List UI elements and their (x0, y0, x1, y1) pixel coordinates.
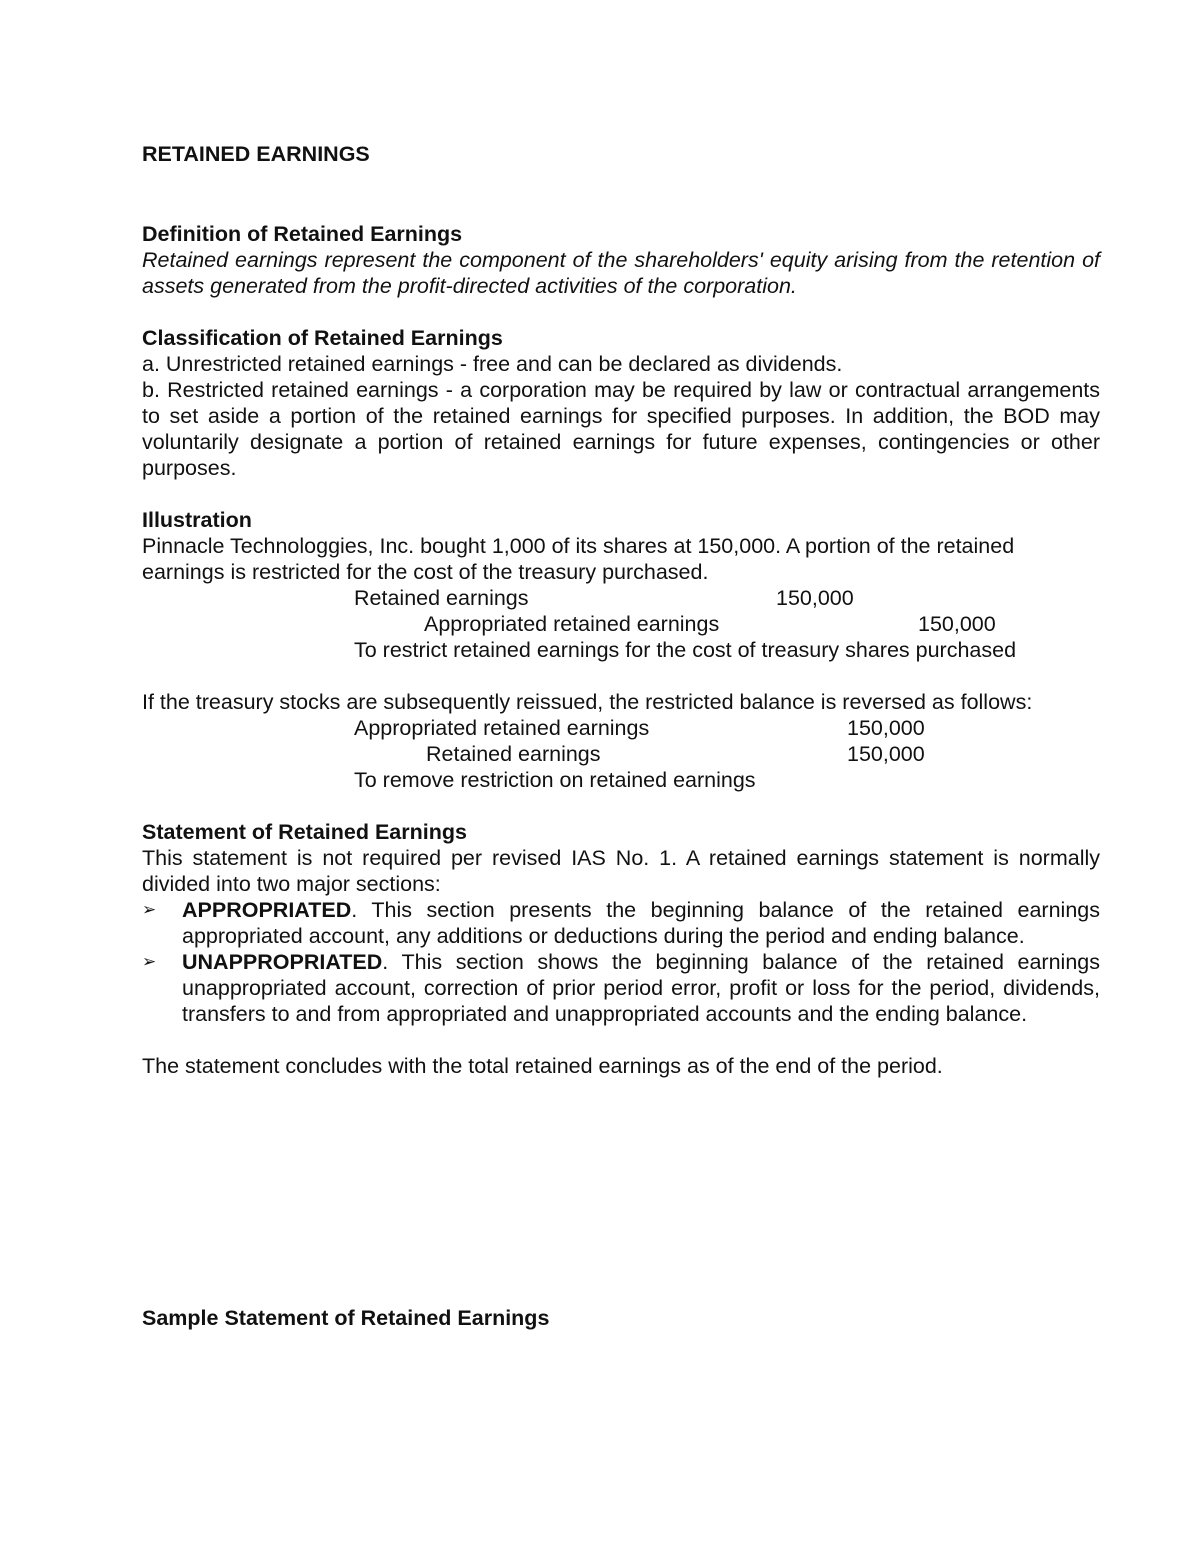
list-item (142, 949, 1100, 1027)
entry2-debit-amount: 150,000 (847, 716, 925, 740)
arrow-bullet-icon: ➢ (142, 952, 157, 972)
journal-entry-2-credit (142, 741, 1100, 767)
classification-heading: Classification of Retained Earnings (142, 326, 503, 350)
definition-text: Retained earnings represent the component of the shareholders' equity arising from the retention of assets generated from the profit-directed activities of the corporation. (142, 248, 1100, 298)
journal-entry-1-explanation (142, 637, 1100, 663)
statement-conclusion: The statement concludes with the total retained earnings as of the end of the period. (142, 1054, 943, 1078)
journal-entry-1-credit (142, 611, 1100, 637)
bullet-label: UNAPPROPRIATED (182, 950, 383, 974)
reissue-text: If the treasury stocks are subsequently reissued, the restricted balance is reversed as follows: (142, 690, 1033, 714)
bullet-text: . This section shows the beginning balance of the retained earnings unappropriated account, correction of prior period error, profit or loss for the period, dividends, transfers to and from appropriated and unappropriated accounts and the ending balance. (182, 950, 1100, 1026)
entry2-debit-account: Appropriated retained earnings (354, 716, 650, 740)
illustration-heading: Illustration (142, 508, 252, 532)
entry1-credit-amount: 150,000 (918, 612, 996, 636)
arrow-bullet-icon: ➢ (142, 900, 157, 920)
classification-item-b: b. Restricted retained earnings - a corporation may be required by law or contractual arrangements to set aside a portion of the retained earnings for specified purposes. In addition, the BOD may voluntarily designate a portion of retained earnings for future expenses, contingencies or other purposes. (142, 378, 1100, 480)
entry1-debit-amount: 150,000 (776, 586, 854, 610)
illustration-text: Pinnacle Technologgies, Inc. bought 1,000 of its shares at 150,000. A portion of the retained earnings is restricted for the cost of the treasury purchased. (142, 534, 1015, 584)
entry2-credit-amount: 150,000 (847, 742, 925, 766)
statement-heading: Statement of Retained Earnings (142, 820, 467, 844)
sample-statement-heading: Sample Statement of Retained Earnings (142, 1306, 550, 1330)
document-title: RETAINED EARNINGS (142, 142, 370, 166)
entry1-credit-account: Appropriated retained earnings (424, 612, 720, 636)
document-content (142, 141, 1100, 1331)
journal-entry-2-explanation (142, 767, 1100, 793)
definition-heading: Definition of Retained Earnings (142, 222, 463, 246)
journal-entry-2-debit (142, 715, 1100, 741)
entry1-debit-account: Retained earnings (354, 586, 529, 610)
entry1-explanation: To restrict retained earnings for the cost of treasury shares purchased (354, 638, 1017, 662)
journal-entry-1-debit (142, 585, 1100, 611)
bullet-text: . This section presents the beginning balance of the retained earnings appropriated account, any additions or deductions during the period and ending balance. (182, 898, 1100, 948)
list-item (142, 897, 1100, 949)
classification-item-a: a. Unrestricted retained earnings - free and can be declared as dividends. (142, 352, 843, 376)
statement-sections-list (142, 897, 1100, 1027)
bullet-label: APPROPRIATED (182, 898, 352, 922)
statement-intro: This statement is not required per revised IAS No. 1. A retained earnings statement is normally divided into two major sections: (142, 846, 1100, 896)
entry2-explanation: To remove restriction on retained earnings (354, 768, 756, 792)
entry2-credit-account: Retained earnings (426, 742, 601, 766)
